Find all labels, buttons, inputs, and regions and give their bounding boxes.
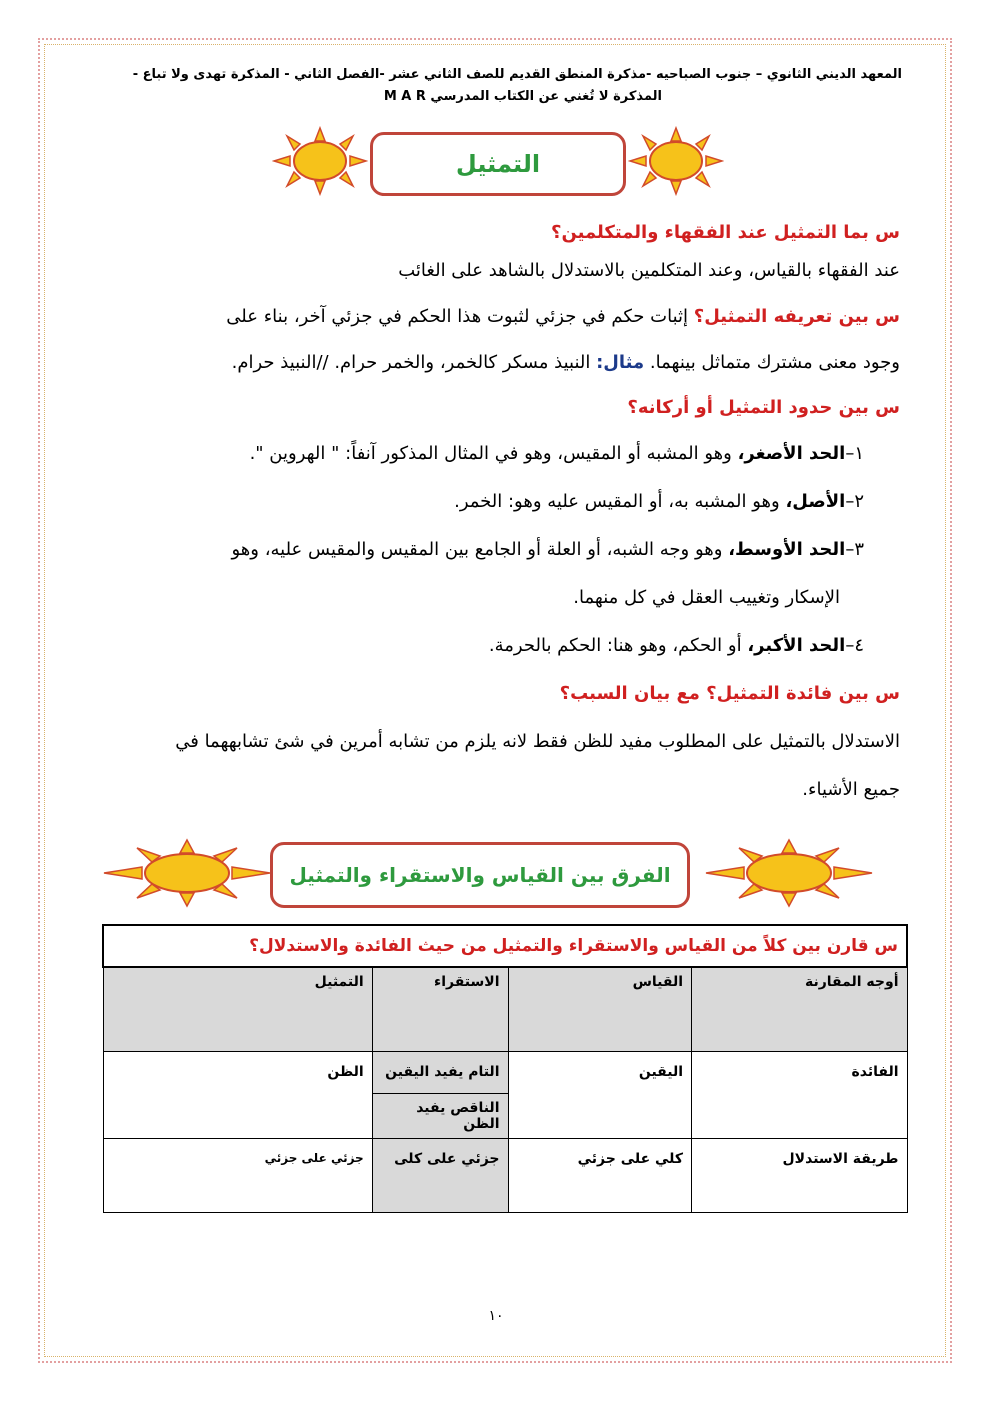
table-cell: التام يفيد اليقين bbox=[372, 1051, 508, 1093]
banner-title: الفرق بين القياس والاستقراء والتمثيل bbox=[289, 863, 671, 887]
table-header: الاستقراء bbox=[372, 967, 508, 1051]
table-cell: طريقة الاستدلال bbox=[692, 1138, 907, 1212]
answer-1: عند الفقهاء بالقياس، وعند المتكلمين بالاستدلال بالشاهد على الغائب bbox=[398, 260, 900, 281]
list-item bbox=[100, 478, 864, 526]
item-number: ٣– bbox=[845, 539, 864, 560]
item-number: ٤– bbox=[845, 635, 864, 656]
item-term: الحد الأصغر، bbox=[737, 443, 846, 464]
item-term: الحد الأوسط، bbox=[728, 539, 846, 560]
sun-icon bbox=[628, 126, 724, 196]
section-tamthil bbox=[100, 218, 900, 814]
question-1: س بما التمثيل عند الفقهاء والمتكلمين؟ bbox=[551, 222, 900, 243]
banner-tamthil bbox=[370, 132, 626, 196]
answer-2-line-1: إثبات حكم في جزئي لثبوت هذا الحكم في جزئي آخر، بناء على bbox=[226, 306, 689, 327]
item-3-continuation: الإسكار وتغييب العقل في كل منهما. bbox=[573, 587, 840, 608]
item-number: ٢– bbox=[845, 491, 864, 512]
table-cell: اليقين bbox=[508, 1051, 692, 1138]
table-cell: الظن bbox=[103, 1051, 372, 1138]
example-label: مثال: bbox=[596, 352, 645, 373]
table-header-row bbox=[103, 967, 907, 1051]
comparison-table bbox=[102, 924, 908, 1213]
answer-2-line-2 bbox=[100, 340, 900, 386]
table-header: القياس bbox=[508, 967, 692, 1051]
answer-4-line-2: جميع الأشياء. bbox=[802, 779, 900, 800]
table-header: أوجه المقارنة bbox=[692, 967, 907, 1051]
page-number: ١٠ bbox=[488, 1308, 504, 1324]
table-question-row bbox=[103, 925, 907, 967]
question-2-line bbox=[100, 294, 900, 340]
list-item bbox=[100, 526, 864, 574]
question-2: س بين تعريفه التمثيل؟ bbox=[693, 306, 900, 327]
header-line-2: المذكرة لا تُغني عن الكتاب المدرسي M A R bbox=[383, 89, 662, 104]
table-question: س قارن بين كلاً من القياس والاستقراء والتمثيل من حيث الفائدة والاستدلال؟ bbox=[103, 925, 907, 967]
item-number: ١– bbox=[845, 443, 864, 464]
table-cell: الناقص يفيد الظن bbox=[372, 1093, 508, 1138]
item-text: وهو وجه الشبه، أو العلة أو الجامع بين المقيس والمقيس عليه، وهو bbox=[231, 539, 723, 560]
sun-icon bbox=[272, 126, 368, 196]
item-text: أو الحكم، وهو هنا: الحكم بالحرمة. bbox=[488, 635, 742, 656]
table-header: التمثيل bbox=[103, 967, 372, 1051]
question-3: س بين حدود التمثيل أو أركانه؟ bbox=[627, 397, 900, 418]
question-4: س بين فائدة التمثيل؟ مع بيان السبب؟ bbox=[559, 683, 900, 704]
table-row bbox=[103, 1138, 907, 1212]
sun-icon bbox=[102, 838, 272, 908]
table-cell: كلي على جزئي bbox=[508, 1138, 692, 1212]
table-cell: جزئي على كلى bbox=[372, 1138, 508, 1212]
sun-icon bbox=[704, 838, 874, 908]
answer-2-text: وجود معنى مشترك متماثل بينهما. bbox=[649, 352, 900, 373]
header-line-1: المعهد الديني الثانوي – جنوب الصباحيه -مذكرة المنطق القديم للصف الثاني عشر -الفصل الثاني - المذكرة تهدى ولا تباع - bbox=[132, 67, 902, 82]
answer-4-line-1: الاستدلال بالتمثيل على المطلوب مفيد للظن فقط لانه يلزم من تشابه أمرين في شئ تشابههما في bbox=[175, 731, 900, 752]
banner-difference bbox=[270, 842, 690, 908]
table-row bbox=[103, 1051, 907, 1093]
list-item bbox=[100, 622, 864, 670]
item-term: الأصل، bbox=[785, 491, 846, 512]
page-header bbox=[80, 64, 902, 108]
table-cell: جزئي على جزئي bbox=[103, 1138, 372, 1212]
table-cell: الفائدة bbox=[692, 1051, 907, 1138]
list-item bbox=[100, 430, 864, 478]
item-text: وهو المشبه أو المقيس، وهو في المثال المذكور آنفاً: " الهروين ". bbox=[249, 443, 732, 464]
example-text: النبيذ مسكر كالخمر، والخمر حرام. //النبيذ حرام. bbox=[231, 352, 591, 373]
item-text: وهو المشبه به، أو المقيس عليه وهو: الخمر. bbox=[454, 491, 780, 512]
item-term: الحد الأكبر، bbox=[747, 635, 846, 656]
banner-title: التمثيل bbox=[455, 150, 541, 178]
